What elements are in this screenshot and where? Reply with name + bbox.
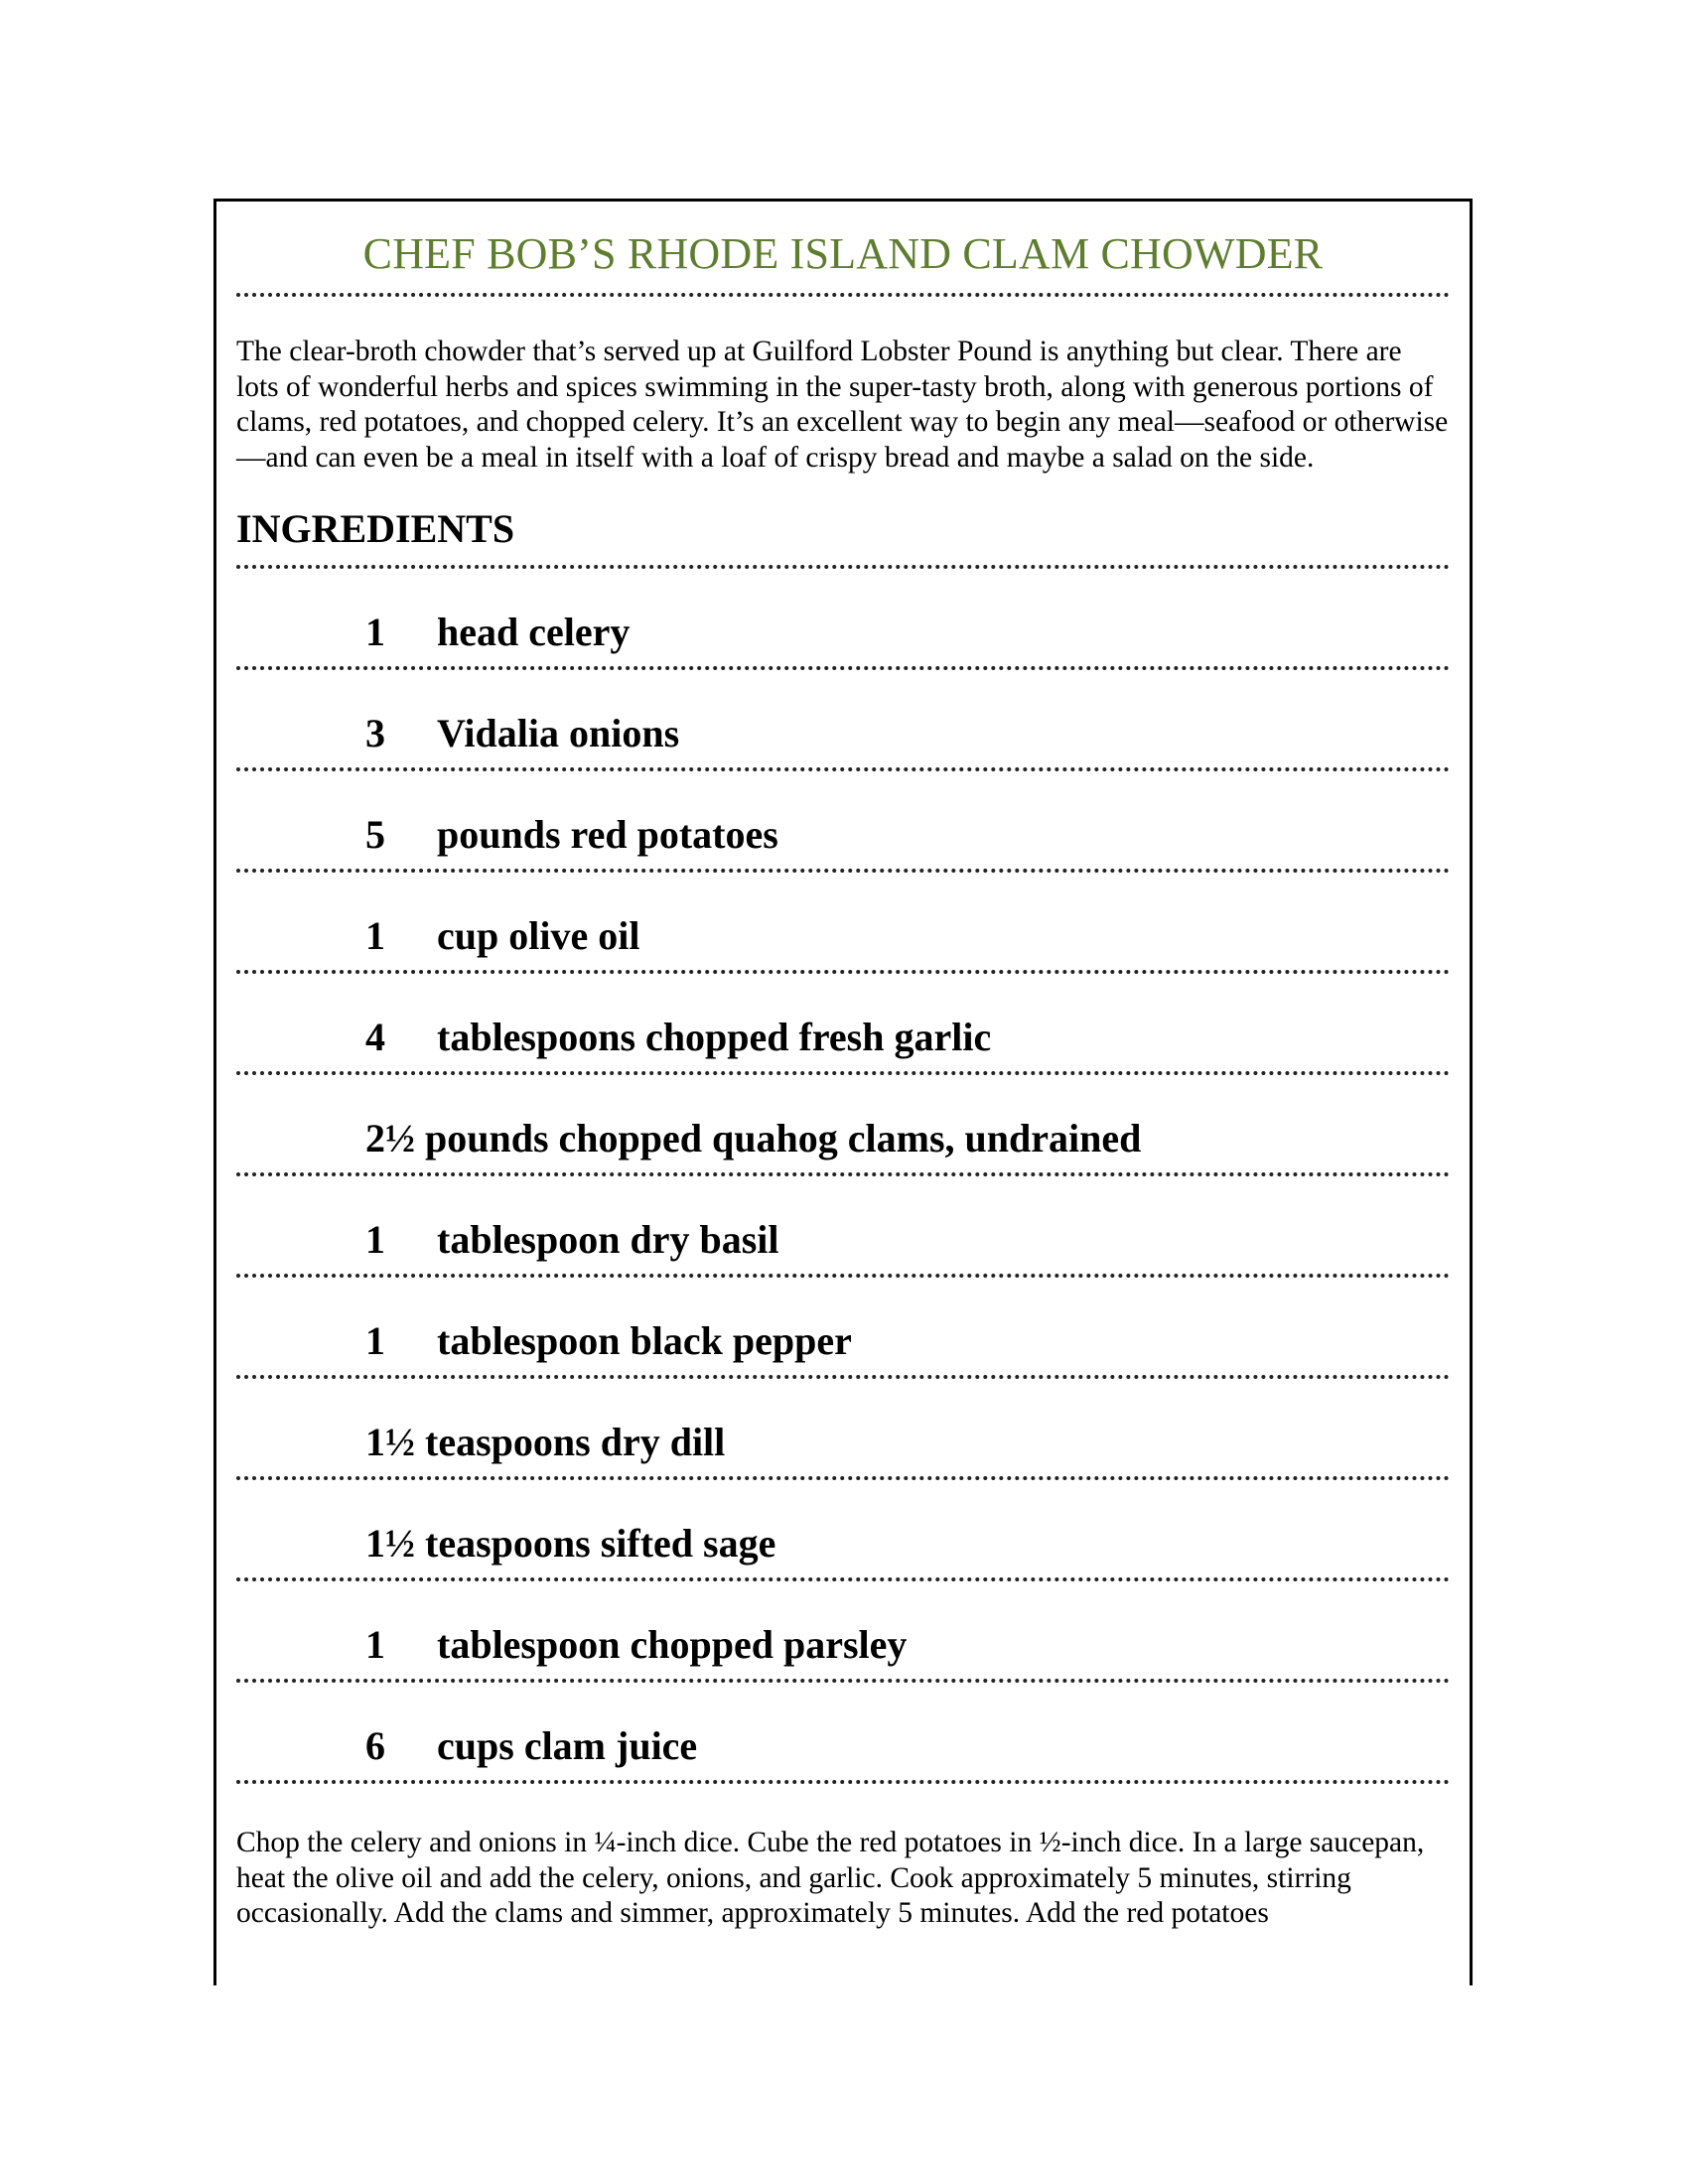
ingredient-description: tablespoon dry basil	[437, 1217, 779, 1262]
ingredient-quantity: 1	[365, 913, 385, 958]
ingredient-row	[236, 1075, 1450, 1176]
ingredient-quantity: 1	[365, 1318, 385, 1363]
ingredient-quantity: 1	[365, 1622, 385, 1667]
recipe-intro: The clear-broth chowder that’s served up at Guilford Lobster Pound is anything but clear. There are lots of wonderful herbs and spices swimming in the super-tasty broth, along with generous portions of clams, red potatoes, and chopped celery. It’s an excellent way to begin any meal—seafood or otherwise—and can even be a meal in itself with a loaf of crispy bread and maybe a salad on the side.	[236, 336, 1449, 474]
ingredient-row	[236, 1581, 1450, 1683]
ingredient-description: tablespoon black pepper	[437, 1318, 852, 1363]
ingredient-row	[236, 670, 1450, 771]
ingredient-description: cup olive oil	[437, 913, 640, 958]
recipe-title: CHEF BOB’S RHODE ISLAND CLAM CHOWDER	[362, 229, 1324, 278]
ingredient-quantity: 4	[365, 1015, 385, 1059]
ingredient-row	[236, 771, 1450, 873]
ingredient-description: Vidalia onions	[437, 711, 680, 755]
ingredient-description: cups clam juice	[437, 1723, 698, 1768]
ingredient-description: teaspoons dry dill	[425, 1420, 726, 1464]
ingredient-description: tablespoon chopped parsley	[437, 1622, 908, 1667]
ingredient-row	[236, 569, 1450, 670]
ingredient-description: tablespoons chopped fresh garlic	[437, 1015, 992, 1059]
ingredient-line	[365, 1421, 725, 1464]
ingredients-heading: INGREDIENTS	[236, 506, 515, 551]
ingredient-description: head celery	[437, 610, 631, 654]
recipe-directions: Chop the celery and onions in ¼-inch dice. Cube the red potatoes in ½-inch dice. In a large saucepan, heat the olive oil and add the celery, onions, and garlic. Cook approximately 5 minutes, stirring occasionally. Add the clams and simmer, approximately 5 minutes. Add the red potatoes	[236, 1827, 1425, 1929]
ingredient-quantity: 1½	[365, 1420, 415, 1464]
ingredient-row	[236, 1176, 1450, 1278]
ingredient-description: pounds red potatoes	[437, 812, 778, 857]
ingredient-quantity: 5	[365, 812, 385, 857]
ingredient-quantity: 6	[365, 1723, 385, 1768]
ingredient-description: pounds chopped quahog clams, undrained	[425, 1116, 1142, 1160]
ingredient-quantity: 1½	[365, 1521, 415, 1566]
ingredient-line	[365, 1117, 1141, 1160]
ingredient-line	[365, 1522, 775, 1566]
ingredient-row	[236, 1278, 1450, 1379]
ingredient-row	[236, 873, 1450, 974]
ingredient-row	[236, 1683, 1450, 1784]
ingredients-list	[236, 569, 1450, 1784]
ingredient-quantity: 3	[365, 711, 385, 755]
ingredient-row	[236, 1480, 1450, 1581]
ingredient-quantity: 1	[365, 1217, 385, 1262]
ingredient-quantity: 1	[365, 610, 385, 654]
ingredient-description: teaspoons sifted sage	[425, 1521, 776, 1566]
ingredient-row	[236, 1379, 1450, 1480]
recipe-card	[236, 199, 1450, 1932]
ingredient-quantity: 2½	[365, 1116, 415, 1160]
ingredient-row	[236, 974, 1450, 1075]
